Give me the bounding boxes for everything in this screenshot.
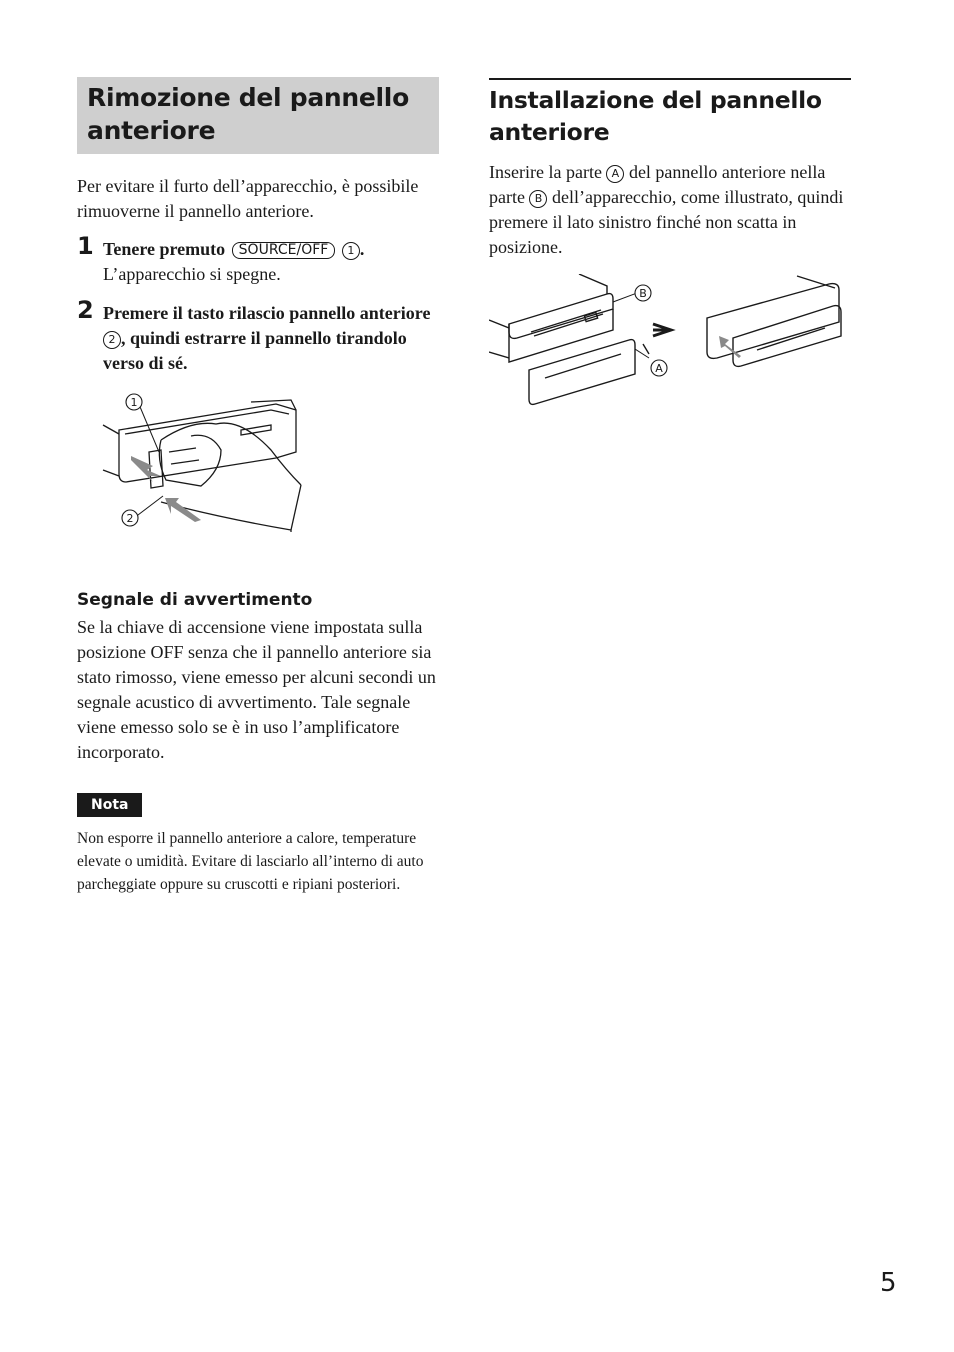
install-text-1: Inserire la parte <box>489 162 602 182</box>
source-off-key: SOURCE/OFF <box>232 242 336 259</box>
step-text-b: , quindi estrarre il pannello tirandolo verso di sé. <box>103 328 407 373</box>
page-number: 5 <box>880 1268 897 1298</box>
callout-1: 1 <box>130 396 138 409</box>
marker-a: A <box>606 165 624 183</box>
note-section <box>77 793 439 896</box>
install-text-2: del pannello anteriore nella parte <box>489 162 826 207</box>
step-number: 2 <box>77 296 94 324</box>
warning-heading: Segnale di avvertimento <box>77 590 313 610</box>
step-1 <box>77 232 439 287</box>
marker-b: B <box>529 190 547 208</box>
section-heading-removal: Rimozione del pannello anteriore <box>77 77 439 154</box>
section-heading-installation: Installazione del pannello anteriore <box>489 78 851 148</box>
intro-paragraph: Per evitare il furto dell’apparecchio, è possibile rimuoverne il pannello anteriore. <box>77 176 419 221</box>
panel-removal-illustration <box>101 390 341 550</box>
callout-2: 2 <box>126 512 134 525</box>
step-title-suffix: . <box>359 239 365 259</box>
step-result: L’apparecchio si spegne. <box>103 264 281 284</box>
step-title <box>103 237 439 262</box>
ref-marker-1: 1 <box>342 242 360 260</box>
callout-b: B <box>639 287 647 300</box>
note-text: Non esporre il pannello anteriore a calore, temperature elevate o umidità. Evitare di lasciarlo all’interno di auto parcheggiate oppure su cruscotti e ripiani posteriori. <box>77 830 424 893</box>
callout-a: A <box>655 362 663 375</box>
step-title <box>103 301 439 376</box>
warning-section <box>77 589 439 765</box>
install-text-3: dell’apparecchio, come illustrato, quindi premere il lato sinistro finché non scatta in posizione. <box>489 187 844 257</box>
step-text-a: Premere il tasto rilascio pannello anteriore <box>103 303 431 323</box>
installation-paragraph <box>489 160 851 260</box>
note-label: Nota <box>77 793 142 817</box>
step-number: 1 <box>77 232 94 260</box>
left-column <box>77 77 439 896</box>
panel-install-illustration <box>489 274 849 414</box>
step-2 <box>77 296 439 376</box>
step-title-prefix: Tenere premuto <box>103 239 226 259</box>
warning-text: Se la chiave di accensione viene impostata sulla posizione OFF senza che il pannello anteriore sia stato rimosso, viene emesso per alcuni secondi un segnale acustico di avvertimento. Tale segnale viene emesso solo se è in uso l’amplificatore incorporato. <box>77 617 436 762</box>
right-column <box>489 78 851 414</box>
ref-marker-2: 2 <box>103 331 121 349</box>
